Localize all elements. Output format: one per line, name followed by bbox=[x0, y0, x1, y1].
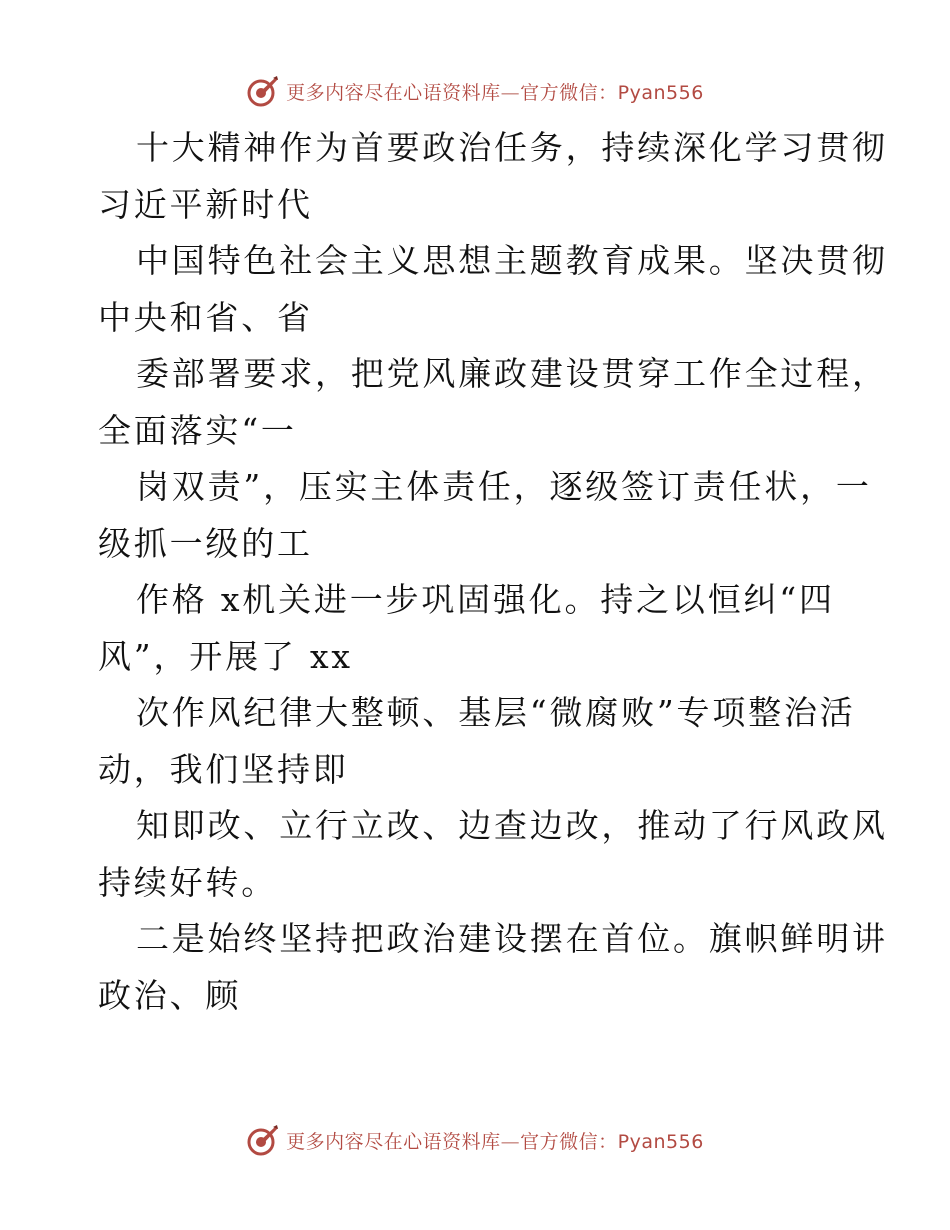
body-line: 动，我们坚持即 bbox=[98, 749, 349, 789]
body-line: 风”，开展了 xx bbox=[98, 636, 353, 676]
watermark-main-text: 更多内容尽在心语资料库 bbox=[286, 1130, 501, 1153]
watermark-separator: — bbox=[500, 1130, 521, 1153]
body-line: 岗双责”，压实主体责任，逐级签订责任状，一 bbox=[136, 467, 872, 506]
watermark-tail-text: 官方微信：Pyan556 bbox=[520, 1130, 704, 1153]
body-line: 持续好转。 bbox=[98, 862, 277, 902]
watermark-separator: — bbox=[500, 81, 521, 104]
body-line: 中国特色社会主义思想主题教育成果。坚决贯彻 bbox=[136, 241, 888, 280]
body-line: 政治、顾 bbox=[98, 975, 242, 1015]
body-line: 次作风纪律大整顿、基层“微腐败”专项整治活 bbox=[136, 693, 856, 732]
pen-logo-icon bbox=[246, 74, 280, 108]
body-line: 知即改、立行立改、边查边改，推动了行风政风 bbox=[136, 806, 888, 845]
body-line: 二是始终坚持把政治建设摆在首位。旗帜鲜明讲 bbox=[136, 919, 888, 958]
body-line: 作格 x机关进一步巩固强化。持之以恒纠“四 bbox=[136, 580, 835, 619]
watermark-tail-text: 官方微信：Pyan556 bbox=[520, 81, 704, 104]
document-body bbox=[98, 120, 888, 1024]
body-line: 十大精神作为首要政治任务，持续深化学习贯彻 bbox=[136, 128, 888, 167]
body-line: 习近平新时代 bbox=[98, 184, 313, 224]
body-line: 委部署要求，把党风廉政建设贯穿工作全过程， bbox=[136, 354, 888, 393]
header-watermark bbox=[0, 74, 950, 108]
pen-logo-icon bbox=[246, 1123, 280, 1157]
body-line: 全面落实“一 bbox=[98, 410, 297, 450]
body-line: 中央和省、省 bbox=[98, 297, 313, 337]
watermark-main-text: 更多内容尽在心语资料库 bbox=[286, 81, 501, 104]
footer-watermark bbox=[0, 1123, 950, 1157]
body-line: 级抓一级的工 bbox=[98, 523, 313, 563]
